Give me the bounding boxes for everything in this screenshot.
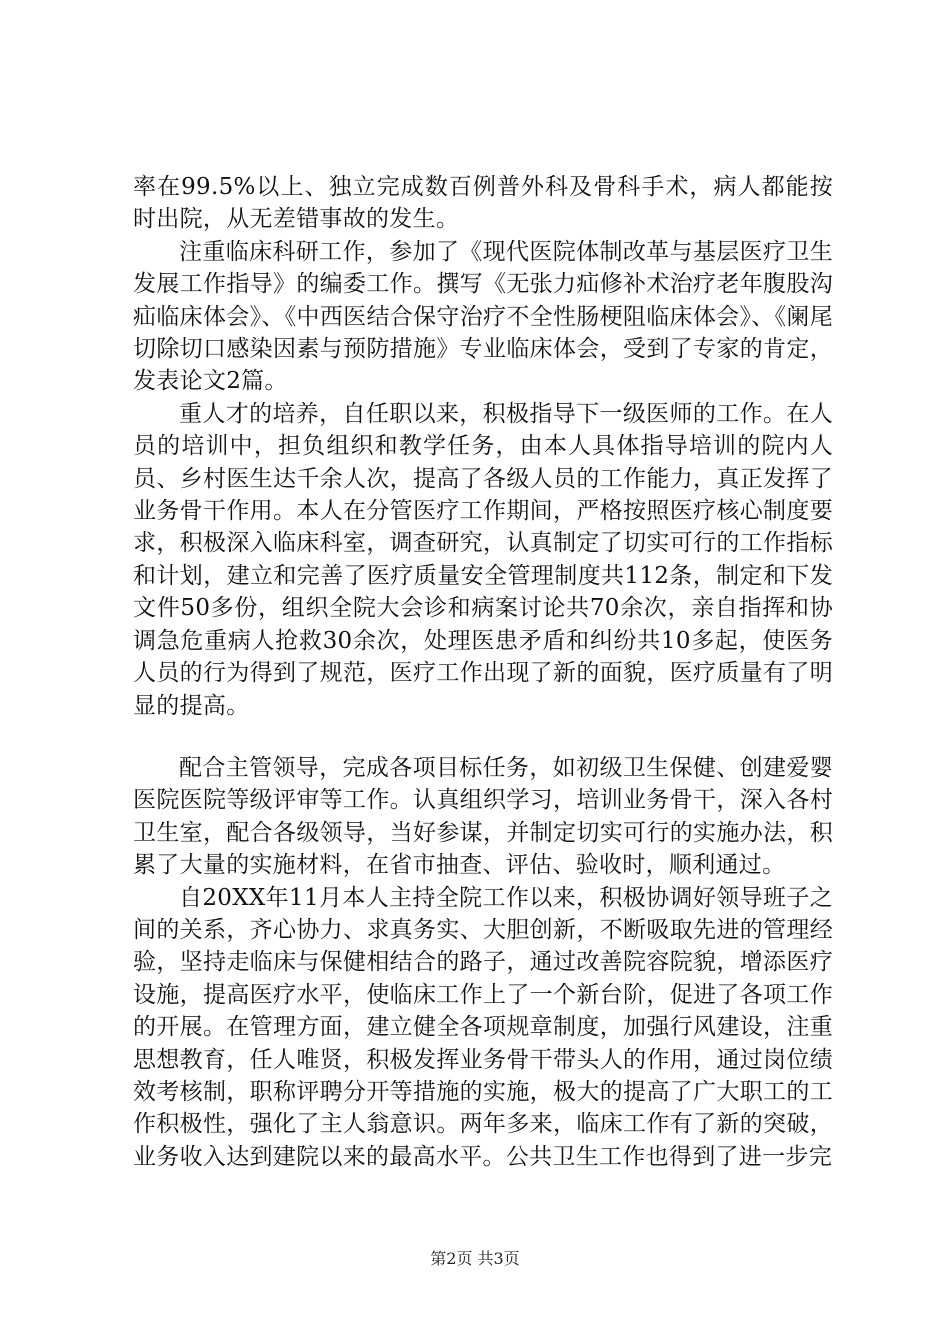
paragraph-cooperation: 配合主管领导，完成各项目标任务，如初级卫生保健、创建爱婴医院医院等级评审等工作。认真组织学习，培训业务骨干，深入各村卫生室，配合各级领导，当好参谋，并制定切实可行的实施办法，积累了大量的实施材料，在省市抽查、评估、验收时，顺利通过。	[133, 754, 833, 879]
page-footer: 第2页 共3页	[430, 1249, 520, 1268]
paragraph-management: 自20XX年11月本人主持全院工作以来，积极协调好领导班子之间的关系，齐心协力、求真务实、大胆创新，不断吸取先进的管理经验，坚持走临床与保健相结合的路子，通过改善院容院貌，增添医疗设施，提高医疗水平，使临床工作上了一个新台阶，促进了各项工作的开展。在管理方面，建立健全各项规章制度，加强行风建设，注重思想教育，任人唯贤，积极发挥业务骨干带头人的作用，通过岗位绩效考核制，职称评聘分开等措施的实施，极大的提高了广大职工的工作积极性，强化了主人翁意识。两年多来，临床工作有了新的突破，业务收入达到建院以来的最高水平。公共卫生工作也得到了进一步完	[133, 884, 833, 1170]
paragraph-research: 注重临床科研工作，参加了《现代医院体制改革与基层医疗卫生发展工作指导》的编委工作。撰写《无张力疝修补术治疗老年腹股沟疝临床体会》、《中西医结合保守治疗不全性肠梗阻临床体会》、《阑尾切除切口感染因素与预防措施》专业临床体会，受到了专家的肯定，发表论文2篇。	[133, 238, 833, 395]
paragraph-spacer	[133, 722, 833, 752]
document-body	[133, 171, 833, 1173]
paragraph-training: 重人才的培养，自任职以来，积极指导下一级医师的工作。在人员的培训中，担负组织和教学任务，由本人具体指导培训的院内人员、乡村医生达千余人次，提高了各级人员的工作能力，真正发挥了业务骨干作用。本人在分管医疗工作期间，严格按照医疗核心制度要求，积极深入临床科室，调查研究，认真制定了切实可行的工作指标和计划，建立和完善了医疗质量安全管理制度共112条，制定和下发文件50多份，组织全院大会诊和病案讨论共70余次，亲自指挥和协调急危重病人抢救30余次，处理医患矛盾和纠纷共10多起，使医务人员的行为得到了规范，医疗工作出现了新的面貌，医疗质量有了明显的提高。	[133, 400, 833, 719]
paragraph-continued: 率在99.5%以上、独立完成数百例普外科及骨科手术，病人都能按时出院，从无差错事故的发生。	[133, 174, 833, 233]
